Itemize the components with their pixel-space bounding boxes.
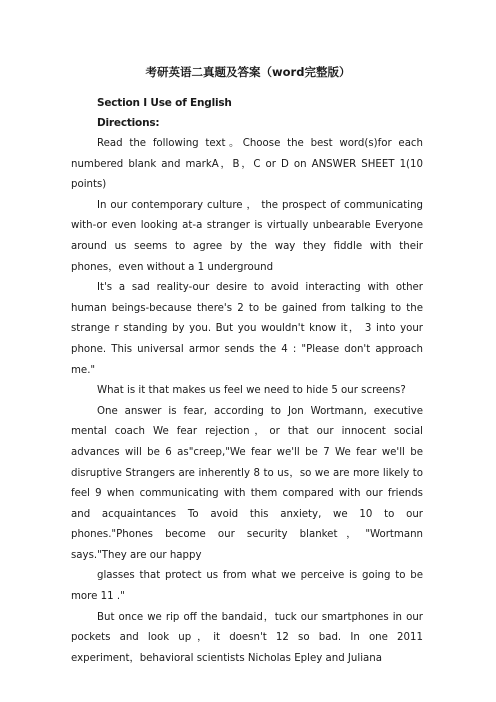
- paragraph-4-continued: glasses that protect us from what we perceive is going to be more 11 .": [71, 570, 423, 603]
- directions-label: Directions:: [97, 117, 160, 129]
- paragraph-1: In our contemporary culture ， the prospect of communicating with-or even looking at-a stranger is virtually unbearable Everyone around us seems to agree by the way they fiddle with their phones，even without a 1 underground: [71, 199, 423, 273]
- document-title: 考研英语二真题及答案（word完整版）: [145, 65, 351, 79]
- body-text: [71, 134, 423, 669]
- paragraph-instructions: Read the following text。Choose the best word(s)for each numbered blank and markA，B，C or D on ANSWER SHEET 1(10 points): [71, 138, 423, 191]
- paragraph-5: But once we rip off the bandaid，tuck our smartphones in our pockets and look up，it doesn't 12 so bad. In one 2011 experiment，behavioral scientists Nicholas Epley and Juliana: [71, 611, 423, 664]
- paragraph-2: It's a sad reality-our desire to avoid interacting with other human beings-because there's 2 to be gained from talking to the strange r standing by you. But you wouldn't know it， 3 into your phone. This universal armor sends the 4 : "Please don't approach me.": [71, 282, 423, 376]
- paragraph-3: What is it that makes us feel we need to hide 5 our screens?: [97, 385, 406, 397]
- paragraph-4: One answer is fear, according to Jon Wortmann, executive mental coach We fear rejection，or that our innocent social advances will be 6 as"creep,"We fear we'll be 7 We fear we'll be disruptive Strangers are inherently 8 to us，so we are more likely to feel 9 when communicating with them compared with our friends and acquaintances To avoid this anxiety, we 10 to our phones."Phones become our security blanket，"Wortmann says."They are our happy: [71, 405, 423, 561]
- section-heading: Section I Use of English: [97, 97, 232, 109]
